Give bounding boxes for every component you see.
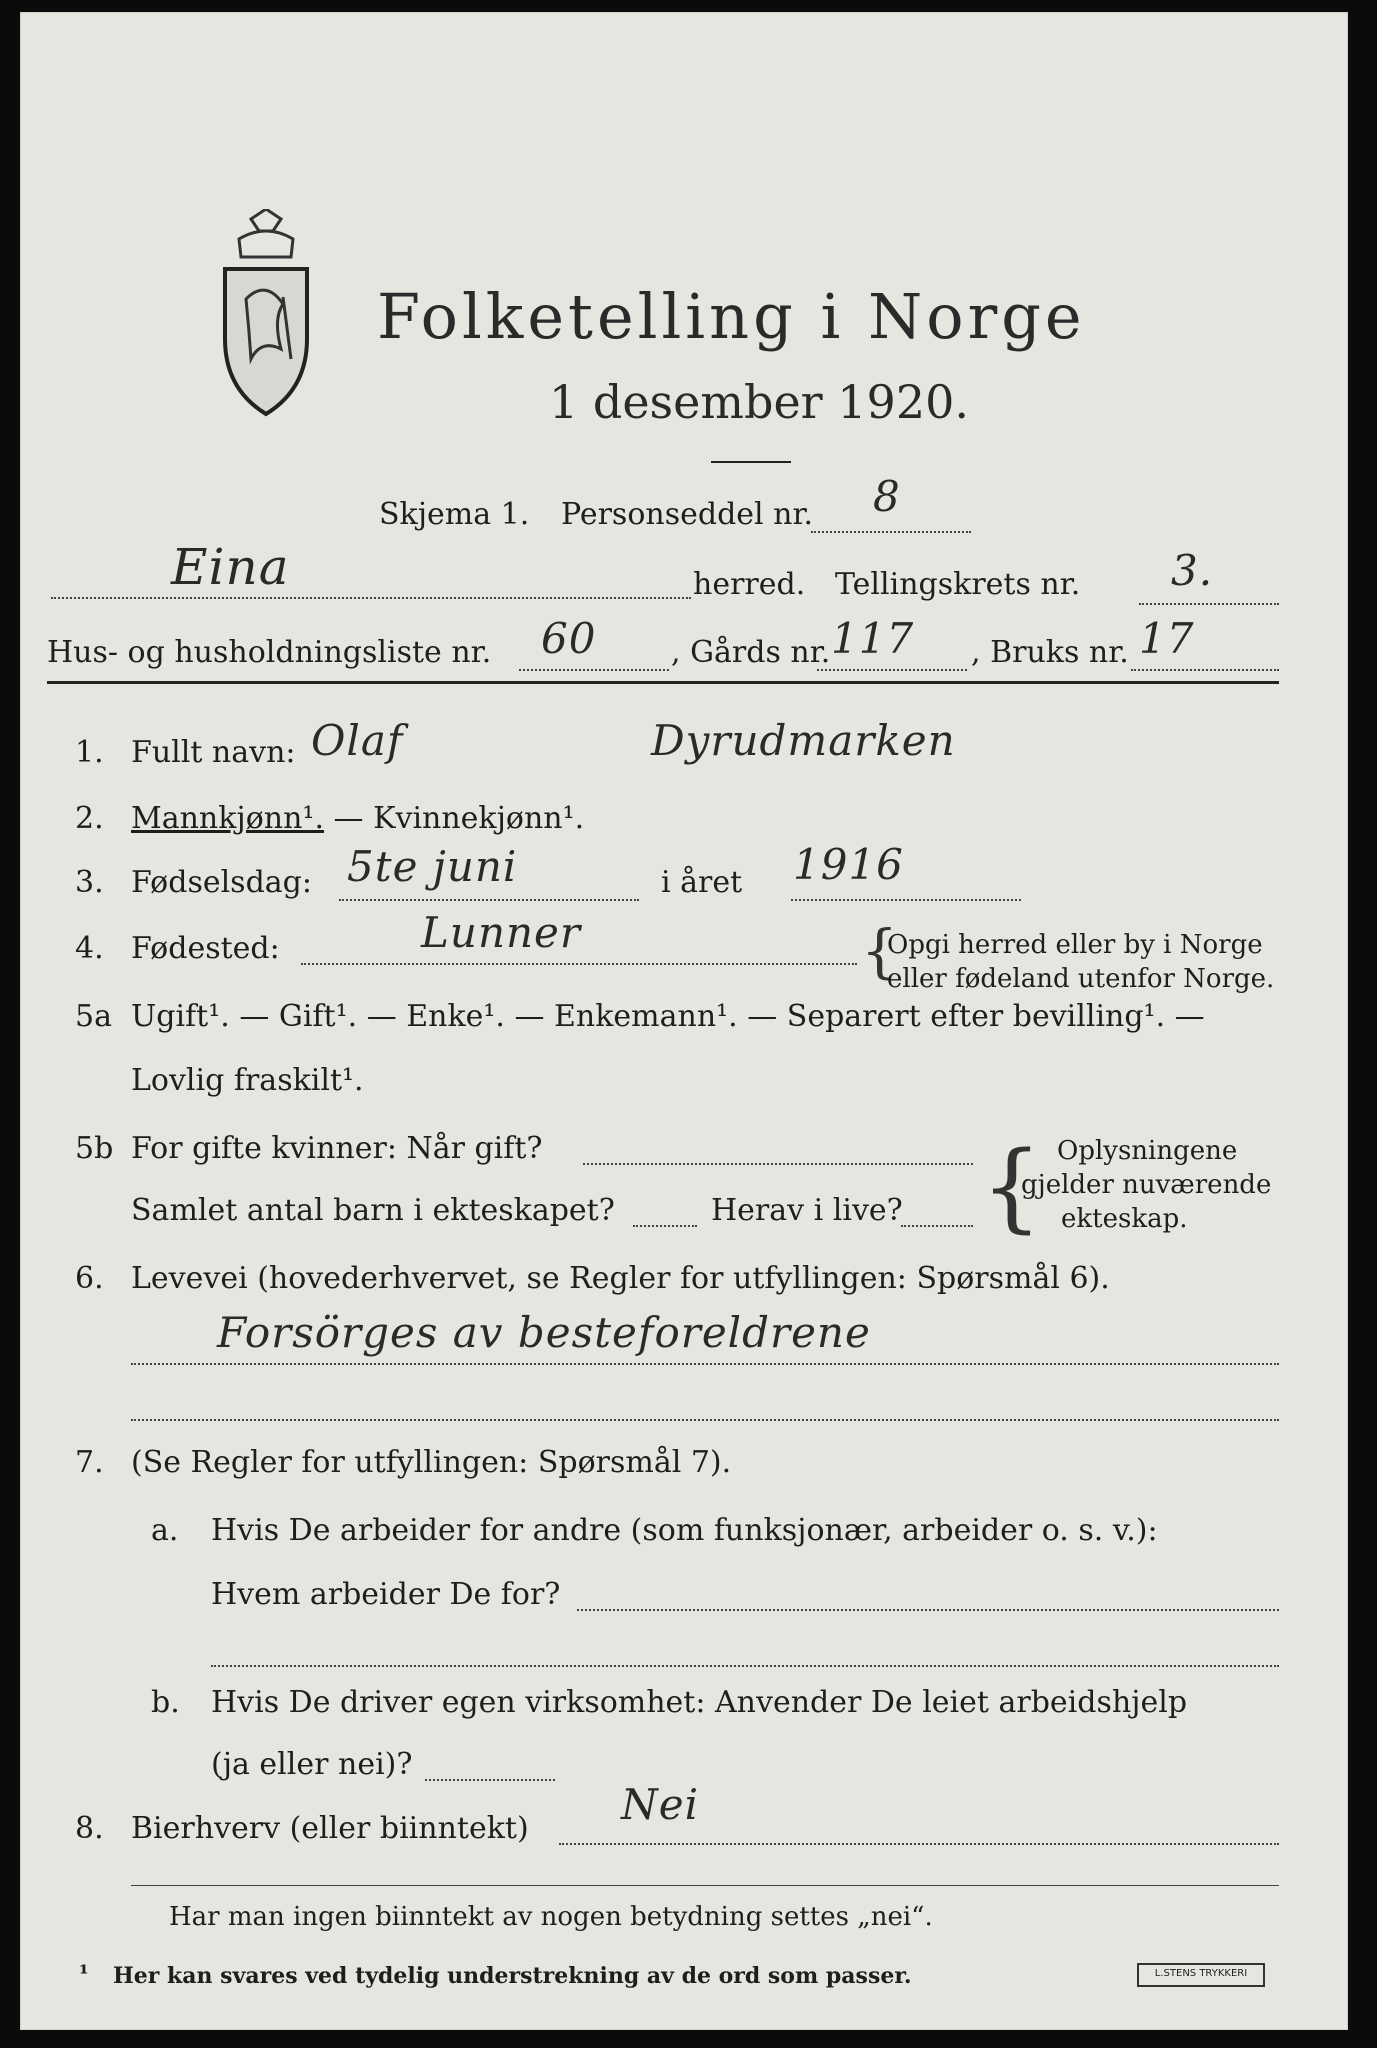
q8-line <box>559 1843 1279 1845</box>
gards-value: 117 <box>831 614 915 663</box>
personseddel-label: Personseddel nr. <box>561 497 814 532</box>
q5b-number: 5b <box>75 1131 114 1166</box>
q5b-line2a: Samlet antal barn i ekteskapet? <box>131 1193 615 1228</box>
herred-label: herred. <box>693 567 806 602</box>
q4-note-line2: eller fødeland utenfor Norge. <box>887 964 1275 994</box>
tellingskrets-line <box>1139 603 1279 605</box>
q2-female: Kvinnekjønn¹. <box>373 801 585 836</box>
q8-number: 8. <box>75 1811 104 1846</box>
q2-separator: — <box>324 801 374 836</box>
q1-label: Fullt navn: <box>131 735 296 770</box>
q3-label: Fødselsdag: <box>131 865 312 900</box>
q5b-line2b: Herav i live? <box>711 1193 903 1228</box>
q3-year-label: i året <box>661 865 743 900</box>
q3-number: 3. <box>75 865 104 900</box>
hus-line <box>519 669 669 671</box>
q4-birthplace: Lunner <box>421 908 581 957</box>
q6-value: Forsörges av besteforeldrene <box>217 1308 871 1357</box>
q6-line2 <box>131 1419 1279 1421</box>
q5a-number: 5a <box>75 999 112 1034</box>
q5b-note2: gjelder nuværende <box>1021 1170 1272 1200</box>
header-rule <box>47 681 1279 684</box>
printer-stamp-text: L.STENS TRYKKERI <box>1154 1968 1248 1979</box>
printer-stamp <box>1137 1963 1265 1987</box>
q3-birthday: 5te juni <box>347 842 518 891</box>
herred-value: Eina <box>171 538 290 596</box>
tellingskrets-label: Tellingskrets nr. <box>835 567 1081 602</box>
q4-line <box>301 963 857 965</box>
hus-value: 60 <box>541 614 597 663</box>
q5b-line1: For gifte kvinner: Når gift? <box>131 1131 543 1166</box>
q5b-line2b-fill <box>901 1225 973 1227</box>
q7a-line2-fill <box>577 1609 1279 1611</box>
skjema-label: Skjema 1. <box>379 497 530 532</box>
q2-options <box>131 801 584 837</box>
q3-line <box>339 899 639 901</box>
q6-line1 <box>131 1363 1279 1365</box>
personseddel-line <box>811 531 971 533</box>
q5b-note3: ekteskap. <box>1061 1204 1188 1234</box>
census-form <box>20 12 1348 2030</box>
q5a-line1: Ugift¹. — Gift¹. — Enke¹. — Enkemann¹. — Separert efter bevilling¹. — <box>131 999 1205 1034</box>
q8-value: Nei <box>621 1780 700 1829</box>
q5a-line2: Lovlig fraskilt¹. <box>131 1063 364 1098</box>
q8-label: Bierhverv (eller biinntekt) <box>131 1811 529 1846</box>
q5b-line2a-fill <box>633 1225 697 1227</box>
title-divider <box>711 461 791 463</box>
q4-label: Fødested: <box>131 931 280 966</box>
q3-year: 1916 <box>793 840 904 889</box>
q1-last-name: Dyrudmarken <box>651 716 956 765</box>
q6-number: 6. <box>75 1261 104 1296</box>
bruks-value: 17 <box>1139 614 1195 663</box>
q7b-line2: (ja eller nei)? <box>211 1747 413 1782</box>
personseddel-value: 8 <box>873 472 901 521</box>
q5b-brace: { <box>981 1131 1043 1243</box>
census-date: 1 desember 1920. <box>549 375 969 429</box>
hus-label: Hus- og husholdningsliste nr. <box>47 635 492 670</box>
footer-note: Har man ingen biinntekt av nogen betydning settes „nei“. <box>169 1902 933 1932</box>
q7a-extra-line <box>211 1665 1279 1667</box>
q4-brace: { <box>861 917 898 985</box>
q7-number: 7. <box>75 1445 104 1480</box>
q7b-letter: b. <box>151 1685 180 1720</box>
footnote-mark: ¹ <box>79 1961 89 1987</box>
q3-year-line <box>791 899 1021 901</box>
q7b-line2-fill <box>425 1779 555 1781</box>
herred-line <box>51 597 691 599</box>
q5b-note1: Oplysningene <box>1057 1136 1238 1166</box>
q2-male: Mannkjønn¹. <box>131 801 324 836</box>
q7-label: (Se Regler for utfyllingen: Spørsmål 7). <box>131 1445 732 1480</box>
q2-number: 2. <box>75 801 104 836</box>
gards-line <box>817 669 967 671</box>
q1-number: 1. <box>75 735 104 770</box>
q5b-line1-fill <box>583 1163 973 1165</box>
tellingskrets-value: 3. <box>1171 546 1214 595</box>
q7a-line1: Hvis De arbeider for andre (som funksjonær, arbeider o. s. v.): <box>211 1513 1158 1548</box>
q7a-line2: Hvem arbeider De for? <box>211 1577 561 1612</box>
q6-label: Levevei (hovederhvervet, se Regler for utfyllingen: Spørsmål 6). <box>131 1261 1110 1296</box>
bruks-label: , Bruks nr. <box>971 635 1129 670</box>
q1-first-name: Olaf <box>311 716 404 765</box>
footer-rule <box>131 1885 1279 1886</box>
q4-note-line1: Opgi herred eller by i Norge <box>887 930 1263 960</box>
footnote-text: Her kan svares ved tydelig understrekning av de ord som passer. <box>113 1963 912 1989</box>
q7b-line1: Hvis De driver egen virksomhet: Anvender De leiet arbeidshjelp <box>211 1685 1188 1720</box>
q4-number: 4. <box>75 931 104 966</box>
coat-of-arms-icon <box>211 209 321 419</box>
q7a-letter: a. <box>151 1513 179 1548</box>
bruks-line <box>1131 669 1279 671</box>
gards-label: , Gårds nr. <box>671 635 831 670</box>
form-title: Folketelling i Norge <box>377 280 1086 353</box>
